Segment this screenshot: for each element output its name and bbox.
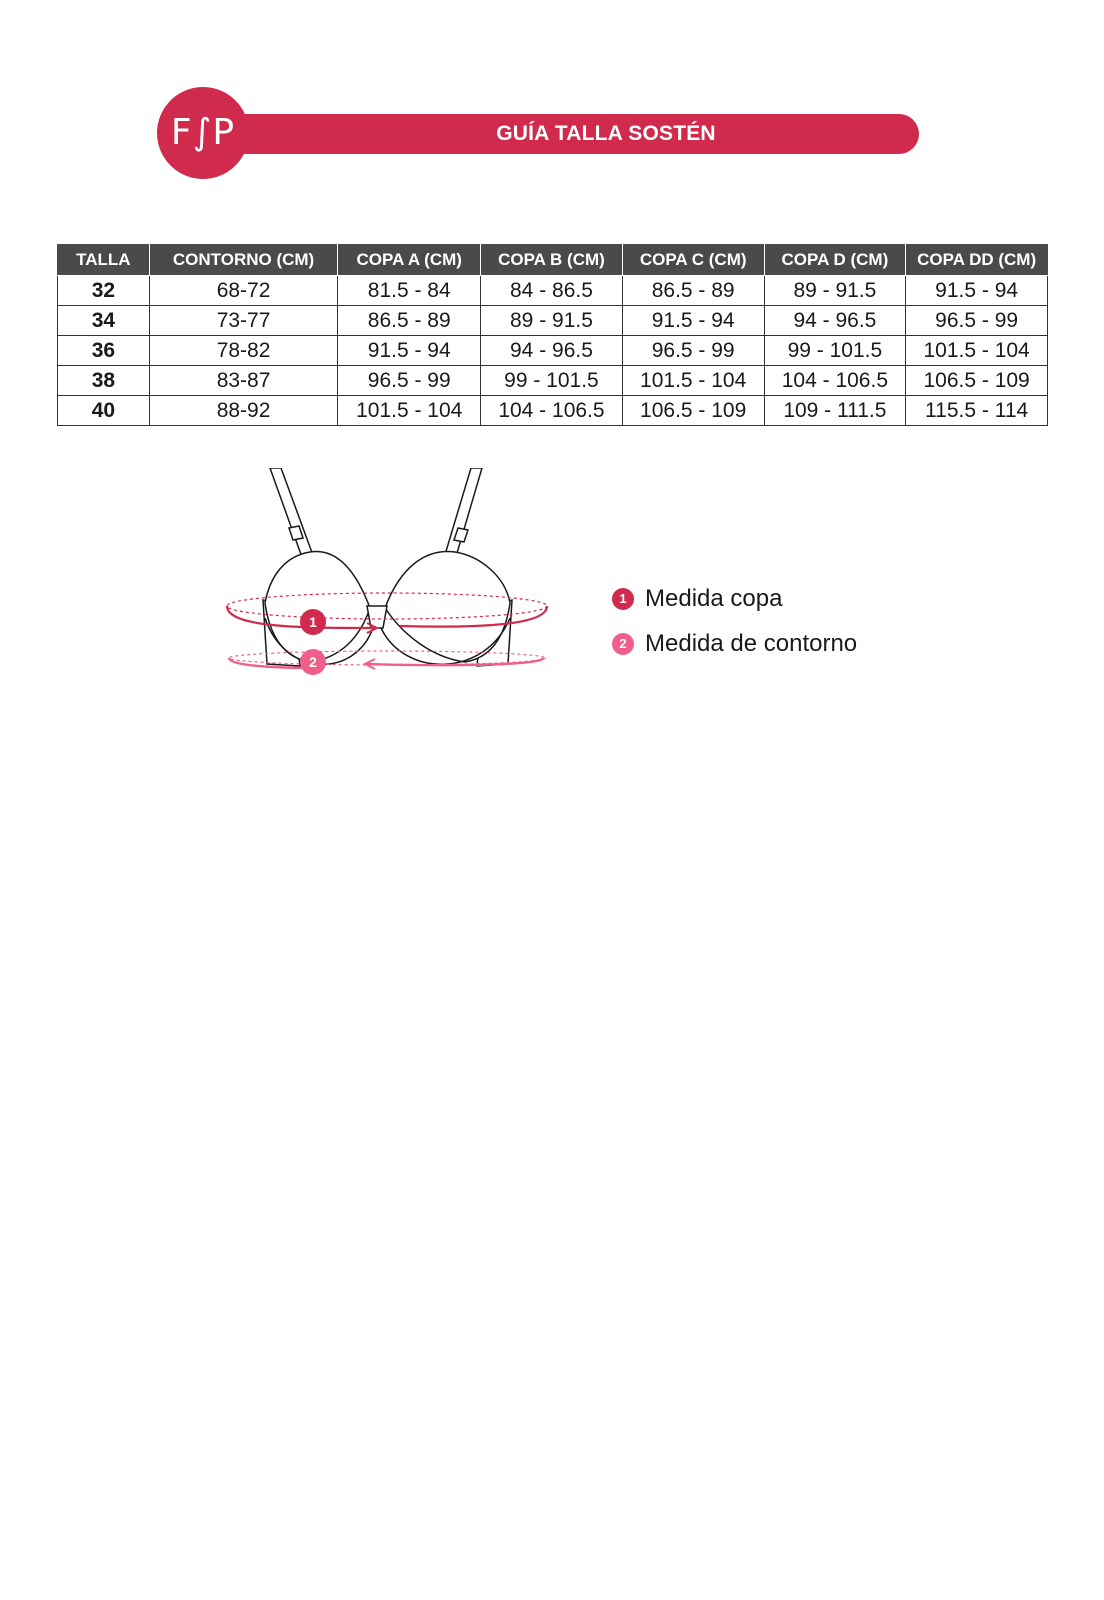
table-cell: 68-72 xyxy=(149,276,338,306)
marker-1-label: 1 xyxy=(309,614,317,630)
legend-number-2: 2 xyxy=(612,633,634,655)
table-cell: 106.5 - 109 xyxy=(622,396,764,426)
table-cell: 101.5 - 104 xyxy=(906,336,1048,366)
table-cell: 101.5 - 104 xyxy=(338,396,481,426)
column-header-talla: TALLA xyxy=(58,245,150,276)
table-cell: 89 - 91.5 xyxy=(764,276,906,306)
table-cell: 89 - 91.5 xyxy=(481,306,623,336)
column-header-copa-c: COPA C (CM) xyxy=(622,245,764,276)
table-row xyxy=(58,366,1048,396)
legend-number-1: 1 xyxy=(612,588,634,610)
marker-2 xyxy=(300,649,326,675)
table-cell: 101.5 - 104 xyxy=(622,366,764,396)
table-cell: 91.5 - 94 xyxy=(906,276,1048,306)
legend xyxy=(612,584,857,674)
legend-label-contour: Medida de contorno xyxy=(645,630,858,657)
table-row xyxy=(58,276,1048,306)
legend-item-contour xyxy=(612,629,857,659)
legend-label-cup: Medida copa xyxy=(645,585,783,612)
table-cell: 91.5 - 94 xyxy=(622,306,764,336)
table-cell: 81.5 - 84 xyxy=(338,276,481,306)
marker-1 xyxy=(300,609,326,635)
legend-item-cup xyxy=(612,584,857,614)
table-cell: 86.5 - 89 xyxy=(622,276,764,306)
column-header-copa-b: COPA B (CM) xyxy=(481,245,623,276)
table-cell: 78-82 xyxy=(149,336,338,366)
bra-illustration xyxy=(263,468,512,666)
table-cell: 106.5 - 109 xyxy=(906,366,1048,396)
table-cell: 83-87 xyxy=(149,366,338,396)
table-cell: 96.5 - 99 xyxy=(622,336,764,366)
table-row xyxy=(58,306,1048,336)
size-cell: 40 xyxy=(58,396,150,426)
table-cell: 99 - 101.5 xyxy=(481,366,623,396)
table-cell: 104 - 106.5 xyxy=(481,396,623,426)
table-cell: 99 - 101.5 xyxy=(764,336,906,366)
column-header-copa-d: COPA D (CM) xyxy=(764,245,906,276)
table-row xyxy=(58,336,1048,366)
page-title: GUÍA TALLA SOSTÉN xyxy=(496,122,716,145)
table-cell: 88-92 xyxy=(149,396,338,426)
table-cell: 73-77 xyxy=(149,306,338,336)
table-cell: 115.5 - 114 xyxy=(906,396,1048,426)
column-header-copa-dd: COPA DD (CM) xyxy=(906,245,1048,276)
size-cell: 34 xyxy=(58,306,150,336)
header-banner xyxy=(157,87,919,179)
column-header-copa-a: COPA A (CM) xyxy=(338,245,481,276)
table-cell: 96.5 - 99 xyxy=(906,306,1048,336)
table-cell: 91.5 - 94 xyxy=(338,336,481,366)
table-cell: 84 - 86.5 xyxy=(481,276,623,306)
brand-logo: F∫P xyxy=(157,87,249,179)
table-cell: 94 - 96.5 xyxy=(764,306,906,336)
marker-2-label: 2 xyxy=(309,654,317,670)
table-cell: 109 - 111.5 xyxy=(764,396,906,426)
table-cell: 96.5 - 99 xyxy=(338,366,481,396)
column-header-contorno: CONTORNO (CM) xyxy=(149,245,338,276)
bra-measurement-diagram xyxy=(215,468,560,694)
size-cell: 32 xyxy=(58,276,150,306)
size-table xyxy=(57,244,1048,426)
table-row xyxy=(58,396,1048,426)
size-cell: 38 xyxy=(58,366,150,396)
table-header-row xyxy=(58,245,1048,276)
table-cell: 104 - 106.5 xyxy=(764,366,906,396)
table-cell: 94 - 96.5 xyxy=(481,336,623,366)
table-cell: 86.5 - 89 xyxy=(338,306,481,336)
size-cell: 36 xyxy=(58,336,150,366)
title-bar xyxy=(223,114,919,154)
